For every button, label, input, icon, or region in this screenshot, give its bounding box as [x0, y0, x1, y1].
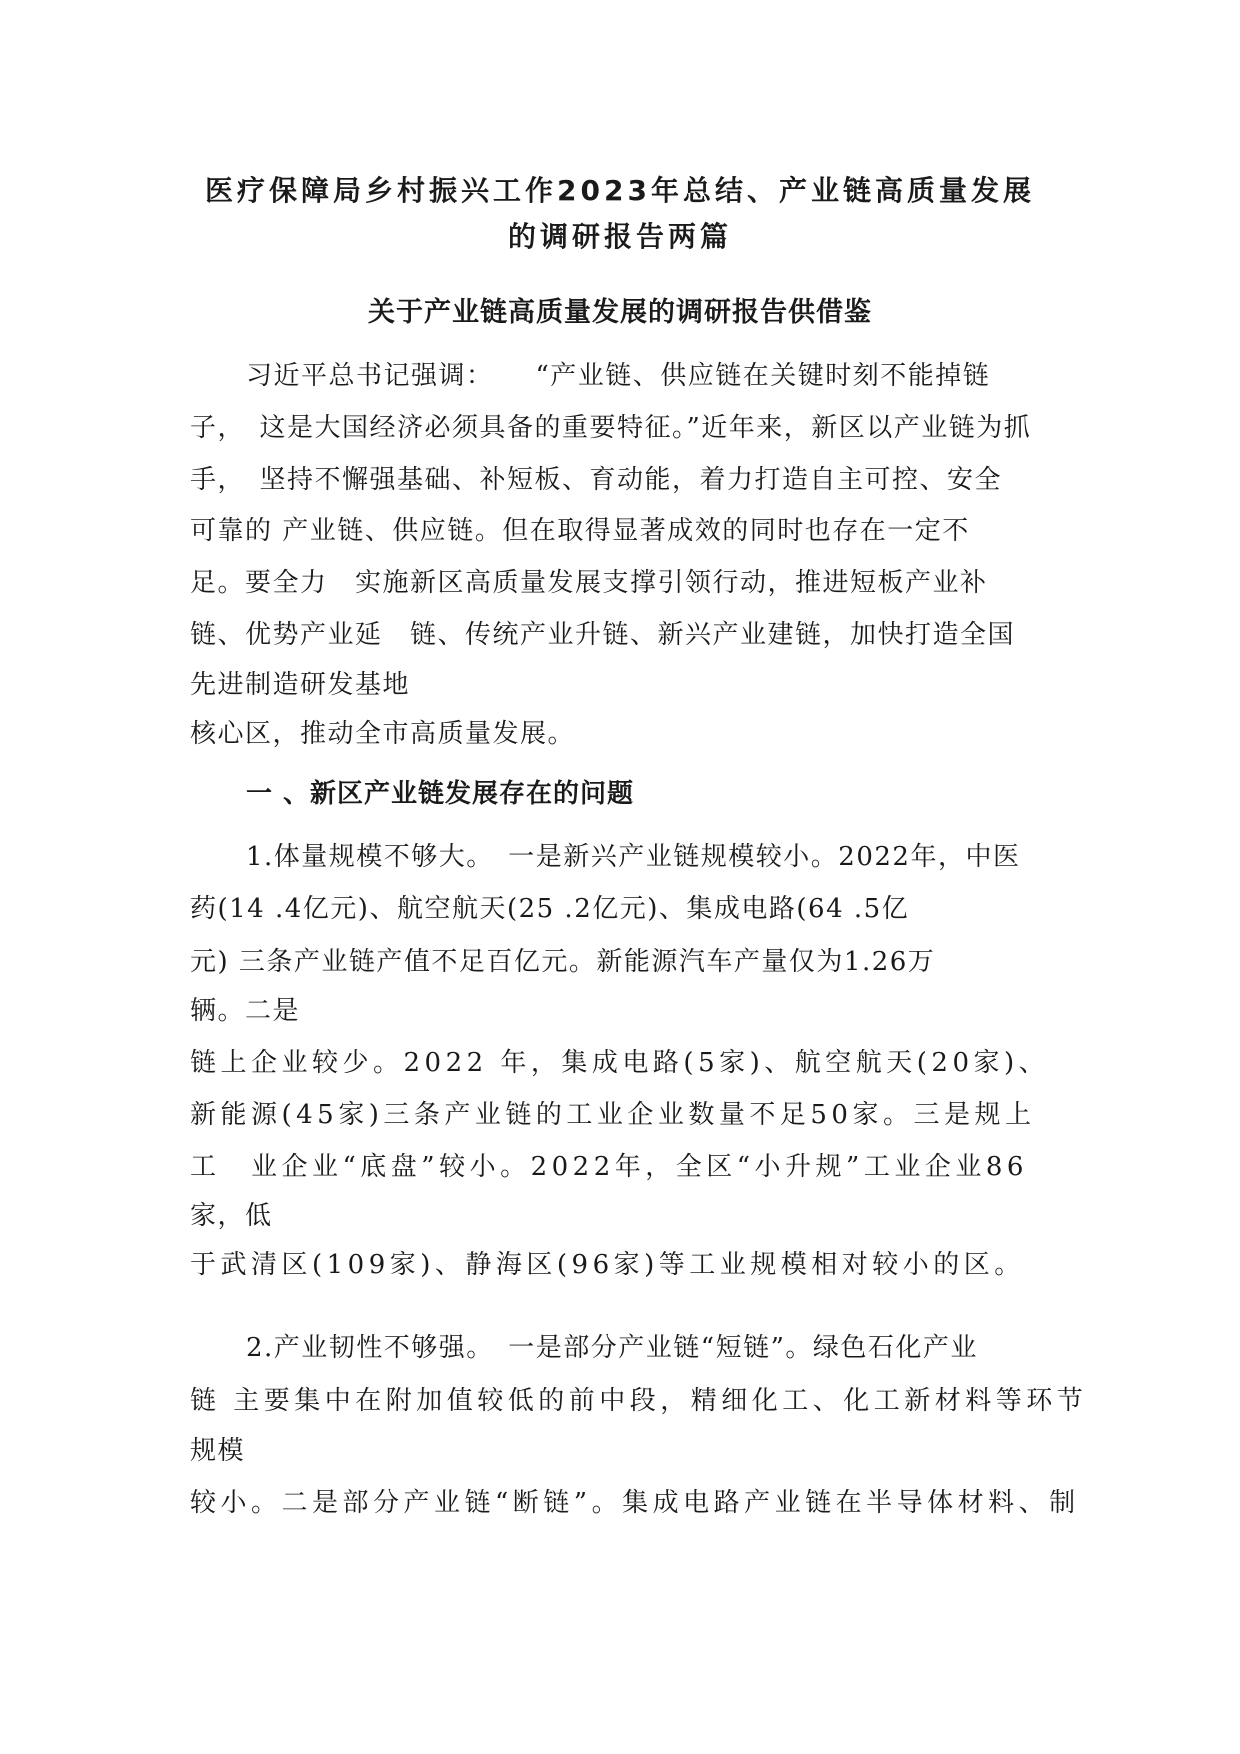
para1-line: 链上企业较少。2022 年，集成电路(5家)、航空航天(20家)、	[190, 1048, 1050, 1078]
para2-line: 较小。二是部分产业链“断链”。集成电路产业链在半导体材料、制	[190, 1488, 1080, 1518]
para1-line: 药(14 .4亿元)、航空航天(25 .2亿元)、集成电路(64 .5亿	[190, 894, 910, 924]
section-heading: 一 、新区产业链发展存在的问题	[246, 779, 635, 809]
intro-line: 子， 这是大国经济必须具备的重要特征。”近年来，新区以产业链为抓	[190, 413, 1032, 443]
document-title	[150, 168, 1090, 260]
para1-line: 新能源(45家)三条产业链的工业企业数量不足50家。三是规上	[190, 1100, 1036, 1130]
title-line-2: 的调研报告两篇	[507, 220, 732, 253]
intro-line: 习近平总书记强调： “产业链、供应链在关键时刻不能掉链	[246, 361, 991, 391]
para2-line: 规模	[190, 1436, 246, 1466]
intro-line: 先进制造研发基地	[190, 670, 411, 700]
intro-line: 可靠的 产业链、供应链。但在取得显著成效的同时也存在一定不	[190, 516, 970, 546]
para2-line: 2.产业韧性不够强。 一是部分产业链“短链”。绿色石化产业	[246, 1333, 978, 1363]
intro-line: 链、优势产业延 链、传统产业升链、新兴产业建链，加快打造全国	[190, 620, 1016, 650]
intro-line: 足。要全力 实施新区高质量发展支撑引领行动，推进短板产业补	[190, 568, 988, 598]
para1-line: 于武清区(109家)、静海区(96家)等工业规模相对较小的区。	[190, 1250, 1025, 1280]
para1-line: 工 业企业“底盘”较小。2022年，全区“小升规”工业企业86	[190, 1152, 1028, 1182]
report-subtitle: 关于产业链高质量发展的调研报告供借鉴	[368, 297, 872, 328]
para1-line: 家，低	[190, 1201, 273, 1231]
para2-line: 链 主要集中在附加值较低的前中段，精细化工、化工新材料等环节	[190, 1386, 1088, 1416]
para1-line: 1.体量规模不够大。 一是新兴产业链规模较小。2022年，中医	[246, 842, 1021, 872]
intro-line: 手， 坚持不懈强基础、补短板、育动能，着力打造自主可控、安全	[190, 465, 1003, 495]
intro-line: 核心区，推动全市高质量发展。	[190, 719, 576, 749]
para1-line: 辆。二是	[190, 996, 301, 1026]
para1-line: 元) 三条产业链产值不足百亿元。新能源汽车产量仅为1.26万	[190, 947, 936, 977]
title-line-1: 医疗保障局乡村振兴工作2023年总结、产业链高质量发展	[205, 174, 1035, 207]
